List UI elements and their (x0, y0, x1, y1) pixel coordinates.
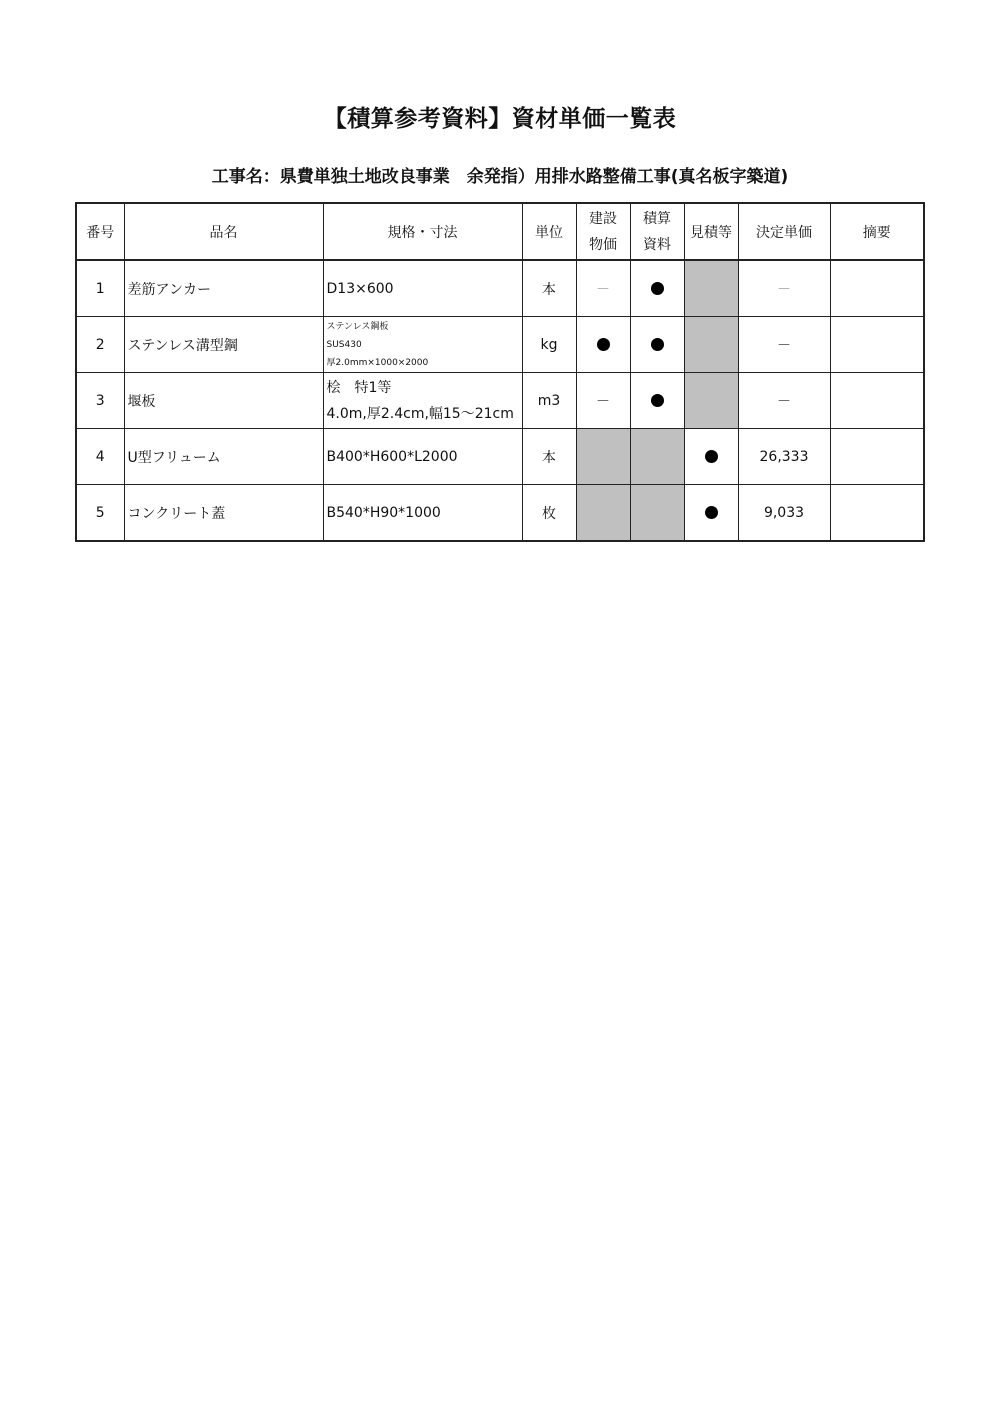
cell-no: 2 (76, 317, 124, 373)
cell-no: 1 (76, 260, 124, 317)
project-name: 工事名：県費単独土地改良事業 余発指）用排水路整備工事(真名板字築道) (211, 167, 789, 187)
table-row (76, 260, 924, 317)
cell-quote (684, 429, 738, 485)
spec-line: 4.0m,厚2.4cm,幅15～21cm (326, 405, 514, 422)
header-construction-price (576, 203, 630, 260)
cell-estimate-reference (630, 260, 684, 317)
filled-circle-icon (705, 450, 718, 463)
spec-line: ステンレス鋼板 (326, 321, 389, 332)
cell-construction-price (576, 485, 630, 542)
table-row (76, 485, 924, 542)
cell-decided-price: 9,033 (738, 485, 830, 542)
cell-quote (684, 485, 738, 542)
cell-remarks (830, 429, 924, 485)
cell-spec: B540*H90*1000 (323, 485, 522, 542)
cell-unit: m3 (522, 373, 576, 429)
cell-unit: 本 (522, 260, 576, 317)
cell-estimate-reference (630, 429, 684, 485)
cell-item: ステンレス溝型鋼 (124, 317, 323, 373)
cell-item: 堰板 (124, 373, 323, 429)
cell-construction-price: － (576, 373, 630, 429)
header-estimate-reference (630, 203, 684, 260)
cell-unit: 本 (522, 429, 576, 485)
filled-circle-icon (651, 394, 664, 407)
cell-no: 5 (76, 485, 124, 542)
cell-item: U型フリューム (124, 429, 323, 485)
cell-quote (684, 317, 738, 373)
table-header-row (76, 203, 924, 260)
spec-line: 厚2.0mm×1000×2000 (326, 357, 429, 368)
cell-spec (323, 373, 522, 429)
table-row (76, 317, 924, 373)
page-title: 【積算参考資料】資材単価一覧表 (323, 106, 677, 132)
cell-estimate-reference (630, 373, 684, 429)
cell-quote (684, 260, 738, 317)
cell-decided-price: － (738, 317, 830, 373)
header-estimate-line2: 資料 (643, 236, 671, 253)
header-unit: 単位 (522, 203, 576, 260)
header-estimate-line1: 積算 (643, 210, 671, 227)
cell-unit: 枚 (522, 485, 576, 542)
cell-remarks (830, 260, 924, 317)
cell-spec: D13×600 (323, 260, 522, 317)
filled-circle-icon (651, 282, 664, 295)
header-no: 番号 (76, 203, 124, 260)
cell-construction-price (576, 317, 630, 373)
header-construction-line1: 建設 (589, 210, 617, 227)
cell-estimate-reference (630, 317, 684, 373)
cell-item: 差筋アンカー (124, 260, 323, 317)
table-row (76, 429, 924, 485)
cell-spec: B400*H600*L2000 (323, 429, 522, 485)
filled-circle-icon (597, 338, 610, 351)
cell-decided-price: － (738, 373, 830, 429)
header-decided-price: 決定単価 (738, 203, 830, 260)
table-row (76, 373, 924, 429)
filled-circle-icon (651, 338, 664, 351)
cell-decided-price: 26,333 (738, 429, 830, 485)
header-remarks: 摘要 (830, 203, 924, 260)
cell-unit: kg (522, 317, 576, 373)
cell-remarks (830, 485, 924, 542)
cell-construction-price: － (576, 260, 630, 317)
spec-line: SUS430 (326, 339, 362, 350)
cell-spec (323, 317, 522, 373)
cell-decided-price: － (738, 260, 830, 317)
cell-quote (684, 373, 738, 429)
spec-line: 桧 特1等 (326, 379, 392, 396)
cell-no: 3 (76, 373, 124, 429)
unit-price-table (75, 202, 925, 542)
header-quote: 見積等 (684, 203, 738, 260)
cell-remarks (830, 317, 924, 373)
header-spec: 規格・寸法 (323, 203, 522, 260)
cell-remarks (830, 373, 924, 429)
header-item: 品名 (124, 203, 323, 260)
cell-item: コンクリート蓋 (124, 485, 323, 542)
cell-no: 4 (76, 429, 124, 485)
cell-estimate-reference (630, 485, 684, 542)
cell-construction-price (576, 429, 630, 485)
filled-circle-icon (705, 506, 718, 519)
header-construction-line2: 物価 (589, 236, 617, 253)
